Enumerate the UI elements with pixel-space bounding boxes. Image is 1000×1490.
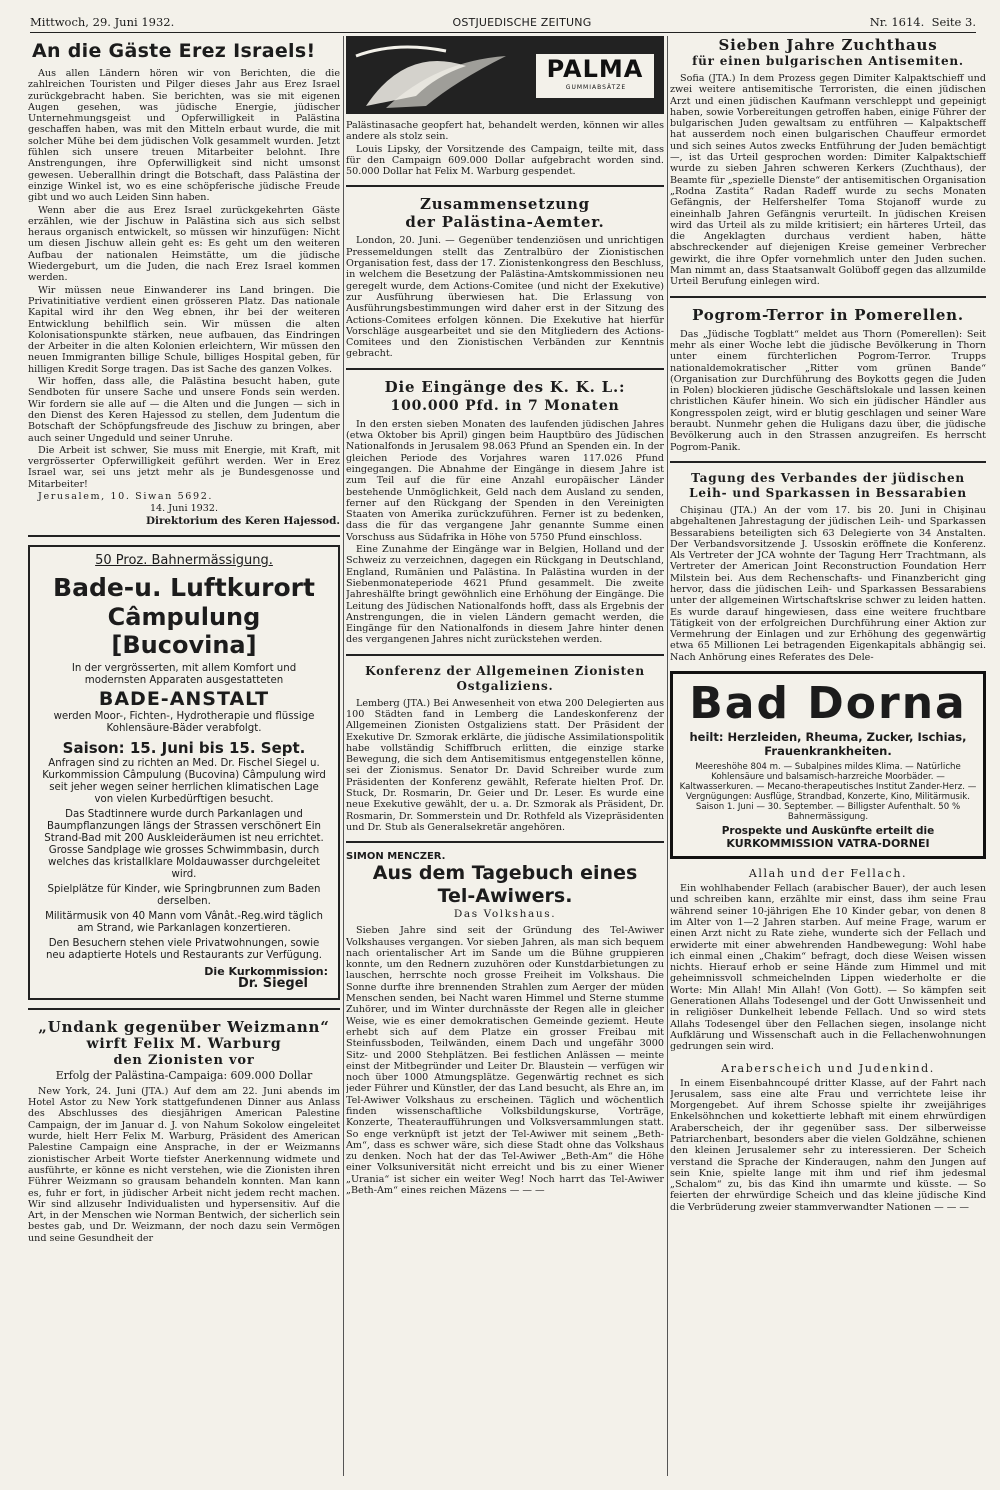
masthead-issue: Nr. 1614. Seite 3. — [869, 15, 976, 29]
masthead — [30, 8, 976, 33]
article-subtitle: 100.000 Pfd. in 7 Monaten — [390, 397, 620, 414]
article-paragraph: Lemberg (JTA.) Bei Anwesenheit von etwa 200 Delegierten aus 100 Städten fand in Lemberg die Landeskonferenz der Allgemeinen Zionisten Ostgaliziens statt. Der Präsident der Exekutive Dr. Szmorak erklärte, die jüdische Assimilationspolitik habe vollständig Schiffbruch erlitten, die einzige starke Bewegung, die sich dem Antisemitismus entgegenstellen könne, sei der Zionismus. Senator Dr. David Schreiber wurde zum Präsidenten der Konferenz gewählt, Referate hielten Prof. Dr. Stuck, Dr. Rosmarin, Dr. Geier und Dr. Leser. Es wurde eine neue Exekutive gewählt, der u. a. Dr. Szmorak als Präsident, Dr. Rosmarin, Dr. Sommerstein und Dr. Rothfeld als Vizepräsidenten und Dr. Stub als Generalsekretär angehören. — [346, 697, 664, 833]
ad-text: Prospekte und Auskünfte erteilt die — [721, 825, 935, 838]
article-title: Sieben Jahre Zuchthaus — [718, 36, 938, 54]
article-paragraph: London, 20. Juni. — Gegenüber tendenziösen und unrichtigen Pressemeldungen stellt das Zentralbüro der Zionistischen Organisation fest, dass der 17. Zionistenkongress den Beschluss, in welchem die Besetzung der Palästina-Amtskommissionen neu geregelt wurde, dem Actions-Comitee (und nicht der Exekutive) zur Ausführung überwiesen hat. Die Erlassung von Ausführungsbestimmungen wird daher erst in der Sitzung des Actions-Comitees erfolgen können. Die Exekutive hat hierfür Vorschläge ausgearbeitet und sie den Mitgliedern des Actions-Comitees und den Zionistischen Verbänden zur Kenntnis gebracht. — [346, 235, 664, 360]
ad-text: Spielplätze für Kinder, wie Springbrunnen zum Baden derselben. — [47, 883, 321, 907]
divider — [346, 185, 664, 187]
article-subtitle: Das Volkshaus. — [453, 908, 557, 921]
article-paragraph: Chişinau (JTA.) An der vom 17. bis 20. Juni in Chişinau abgehaltenen Jahrestagung der jüdischen Leih- und Sparkassen Bessarabiens beteiligten sich 63 Delegierte von 34 Anstalten. Der Verbandsvorsitzende J. Ussoskin eröffnete die Konferenz. Als Vertreter der JCA wohnte der Tagung Herr Trachtmann, als Vertreter der American Joint Reconstruction Foundation Herr Milstein bei. Aus dem Rechenschafts- und Finanzbericht ging hervor, dass die jüdischen Leih- und Sparkassen Bessarabiens unter der allgemeinen Wirtschaftskrise schwer zu leiden hatten. Es wurde darauf hingewiesen, dass eine weitere fruchtbare Tätigkeit von der erfolgreichen Durchführung einer Aktion zur Vermehrung der Einlagen und zur Erhöhung des gegenwärtig etwa 65 Millionen Lei betragenden Eigenkapitals abhängig sei. Nach Anhörung eines Referates des Dele- — [670, 504, 986, 663]
article-subtitle: wirft Felix M. Warburg — [86, 1035, 282, 1052]
column-rule — [667, 36, 668, 1476]
ad-signature: Dr. Siegel — [237, 975, 308, 991]
column-1 — [28, 36, 340, 1486]
article-subtitle: der Palästina-Aemter. — [405, 213, 605, 232]
ad-text: werden Moor-, Fichten-, Hydrotherapie und flüssige Kohlensäure-Bäder verabfolgt. — [53, 710, 315, 734]
article-paragraph: Das „Jüdische Togblatt“ meldet aus Thorn (Pomerellen): Seit mehr als einer Woche lebt die jüdische Bevölkerung in Thorn unter einem fürchterlichen Pogrom-Terror. Trupps nationaldemokratischer „Ritter vom grünen Bande“ (Organisation zur Durchführung des Boykotts gegen die Juden in Polen) blockieren jüdische Geschäftslokale und lassen keinen christlichen Käufer hinein. Wo sich ein jüdischer Händler aus Kongresspolen zeigt, wird er blutig geschlagen und seiner Ware beraubt. Nunmehr gehen die Huligans dazu über, die jüdische Bevölkerung auch in den Strassen anzugreifen. Es herrscht Pogrom-Panik. — [670, 328, 986, 453]
spacer — [670, 1054, 986, 1062]
divider — [346, 841, 664, 843]
ad-text: KURKOMMISSION VATRA-DORNEI — [726, 837, 930, 851]
article-title: Konferenz der Allgemeinen Zionisten — [365, 663, 645, 678]
ad-text: Meereshöhe 804 m. — Subalpines mildes Klima. — Natürliche Kohlensäure und balsamisch-harzreiche Moorbäder. — Kaltwasserkuren. — Mecano-therapeutisches Institut Zander-Herz. — Vergnügungen: Ausflüge, Strandbad, Konzerte, Kino, Militärmusik. — [679, 762, 977, 803]
ad-text: In der vergrösserten, mit allem Komfort und modernsten Apparaten ausgestatteten — [71, 662, 297, 686]
dateline: 14. Juni 1932. — [149, 503, 219, 515]
article-paragraph: Die Arbeit ist schwer, Sie muss mit Energie, mit Kraft, mit vergrösserter Opferwilligkeit geführt werden. Wer in Erez Israel war, sei uns jetzt mehr als je Bundesgenosse und Mitarbeiter! — [28, 444, 340, 490]
divider — [346, 654, 664, 656]
ad-resort-place: Câmpulung [Bucovina] — [107, 602, 261, 659]
article-title: Araberscheich und Judenkind. — [721, 1061, 935, 1075]
ad-resort-name: Bade-u. Luftkurort — [53, 572, 315, 602]
article-paragraph: Louis Lipsky, der Vorsitzende des Campaign, teilte mit, dass für den Campaign 609.000 Dollar aufgebracht worden sind. 50.000 Dollar hat Felix M. Warburg gespendet. — [346, 143, 664, 178]
ad-text: heilt: Herzleiden, Rheuma, Zucker, Ischias, — [689, 730, 967, 745]
article-title: „Undank gegenüber Weizmann“ — [38, 1017, 330, 1036]
article-paragraph: In einem Eisenbahncoupé dritter Klasse, auf der Fahrt nach Jerusalem, sass eine alte Frau und verrichtete leise ihr Morgengebet. Auf ihrem Schosse spielte ihr zweijähriges Enkelsöhnchen und kokettierte lebhaft mit einem ehrwürdigen Araberscheich, der ihr gegenüber sass. Der silberweisse Patriarchenbart, besonders aber die vielen Goldzähne, schienen den kleinen Jerusalemer sehr zu interessieren. Der Scheich verstand die Sprache der Kinderaugen, nahm den Jungen auf sein Knie, spielte lange mit ihm und rief ihm jedesmal „Schalom“ zu, bis das Kind ihn umarmte und küsste. — So feierten der ehrwürdige Scheich und das kleine jüdische Kind die Verbrüderung zweier stammverwandter Nationen — — — — [670, 1077, 986, 1213]
ad-signature-label: Die Kurkommission: — [204, 964, 328, 978]
article-paragraph: Aus allen Ländern hören wir von Berichten, die die zahlreichen Touristen und Pilger dieses Jahr aus Erez Israel zurückgebracht haben. Sie berichten, was sie mit eigenen Augen gesehen, was jüdische Energie, jüdischer Unternehmungsgeist und Opferwilligkeit in Palästina geschaffen haben, was mit den Mitteln erbaut wurde, die mit solcher Mühe bei dem jüdischen Volk gesammelt wurden. Jetzt fühlen sich unsere treuen Mitarbeiter belohnt. Ihre Anstrengungen, ihre Opferwilligkeit sind nicht umsonst gewesen. Ueberallhin dringt die Botschaft, dass Palästina der einzige Winkel ist, wo es eine schöpferische jüdische Freude gibt und wo auch Leiden Sinn haben. — [28, 68, 340, 204]
article-paragraph: Sofia (JTA.) In dem Prozess gegen Dimiter Kalpaktschieff und zwei weitere antisemitische Terroristen, die einen jüdischen Arzt und einen jüdischen Kaufmann verschleppt und gepeinigt haben, sowie Vorbereitungen getroffen haben, einige Führer der bulgarischen Juden gewaltsam zu entführen — Kalpaktscheff hat ausserdem noch einen bulgarischen Chauffeur ermordet und sich seines Autos zwecks Entführung der Juden bemächtigt —, ist das Urteil gesprochen worden: Dimiter Kalpaktschieff wurde zu sieben Jahren schweren Kerkers (Zuchthaus), der Beamte für „spezielle Dienste“ der antisemitischen Organisation „Rodna Zastita“ Radan Radeff wurde zu sechs Monaten Gefängnis, der Helfershelfer Toma Stojanoff wurde zu eineinhalb Jahren Gefängnis verurteilt. In jüdischen Kreisen wird das Urteil als zu milde kritisiert; ein härteres Urteil, das die Angeklagten durchaus verdient haben, hätte abschreckender auf diejenigen Kreise gemeiner Verbrecher gewirkt, die ihre Opfer vornehmlich unter den Juden suchen. Man nimmt an, dass Staatsanwalt Golüboff gegen das allzumilde Urteil Berufung einlegen wird. — [670, 73, 986, 288]
article-paragraph: Eine Zunahme der Eingänge war in Belgien, Holland und der Schweiz zu verzeichnen, dagegen ein Rückgang in Deutschland, England, Rumänien und Palästina. In Palästina wurden in der Siebenmonateperiode 4621 Pfund gesammelt. Die zweite Jahreshälfte bringt gewöhnlich eine Erhöhung der Eingänge. Die Leitung des Jüdischen Nationalfonds hofft, dass als Ergebnis der Anstrengungen, die in vielen Ländern gemacht werden, die Eingänge für den Nationalfonds in diesem Jahre hinter denen des vergangenen Jahres nicht zurückstehen werden. — [346, 544, 664, 646]
column-2 — [346, 36, 664, 1486]
article-title: Allah und der Fellach. — [748, 867, 908, 881]
article-subtitle: Ostgaliziens. — [456, 678, 554, 693]
author-line: SIMON MENCZER. — [346, 851, 446, 863]
palma-subtitle: GUMMIABSÄTZE — [565, 84, 627, 91]
article-subtitle: den Zionisten vor — [113, 1052, 255, 1068]
divider — [28, 1008, 340, 1010]
ad-text: Frauenkrankheiten. — [764, 744, 892, 759]
ad-text: Militärmusik von 40 Mann vom Vânât.-Reg.wird täglich am Strand, wie Parkanlagen konzertieren. — [45, 910, 323, 934]
divider — [28, 535, 340, 537]
masthead-date: Mittwoch, 29. Juni 1932. — [30, 15, 175, 29]
masthead-paper-name: OSTJUEDISCHE ZEITUNG — [452, 16, 592, 29]
ad-season: Saison: 15. Juni bis 15. Sept. — [62, 738, 306, 757]
article-title: Tel-Awiwers. — [437, 885, 573, 908]
article-subtitle: Erfolg der Palästina-Campaiga: 609.000 Dollar — [55, 1068, 313, 1082]
ad-discount: 50 Proz. Bahnermässigung. — [95, 552, 273, 568]
column-3 — [670, 36, 986, 1486]
divider — [670, 296, 986, 298]
campulung-advertisement — [28, 545, 340, 1000]
article-paragraph: New York, 24. Juni (JTA.) Auf dem am 22. Juni abends im Hotel Astor zu New York stattgefundenen Dinner aus Anlass des Abschlusses des diesjährigen American Palestine Campaign, der im Januar d. J. von Nahum Sokolow eingeleitet wurde, hielt Herr Felix M. Warburg, Präsident des American Palestine Campaign eine Ansprache, in der er Weizmanns zionistischer Arbeit Worte tiefster Anerkennung widmete und ausführte, er könne es nicht verstehen, wie die Zionisten ihren Führer Weizmann so grausam behandeln konnten. Man kann es, fuhr er fort, in jüdischer Arbeit nicht jedem recht machen. Wir sind allzusehr Individualisten und hypersensitiv. Auf die Art, in der Menschen wie Norman Bentwich, der sicherlich sein bestes gab, und Dr. Weizmann, der noch dazu sein Vermögen und seine Gesundheit der — [28, 1085, 340, 1244]
ad-resort-name: Bad Dorna — [689, 678, 967, 730]
article-paragraph: Palästinasache geopfert hat, behandelt werden, können wir alles andere als stolz sein. — [346, 120, 664, 143]
article-paragraph: Ein wohlhabender Fellach (arabischer Bauer), der auch lesen und schreiben kann, erzählte mir einst, dass ihm seine Frau während seiner 10-jährigen Ehe 10 Kinder gebar, von denen 8 im Alter von 1—2 Jahren starben. Auf meine Frage, warum er einen Arzt nicht zu Rate ziehe, wunderte sich der Fellach und erwiderte mit einer abwehrenden Handbewegung: Wohl habe ich einmal einen „Chakim“ befragt, doch diese Weisen wissen nichts. Hierauf erhob er seine Hände zum Himmel und mit geheimnissvoll schmeichelnden Lippen wiederholte er die Worte: Min Allah! Min Allah! (Von Gott). — So kämpfen seit Generationen Allahs Todesengel und der Gott Unwissenheit und in religiöser Dunkelheit lebende Fellach. Und so wird stets Allahs Todesengel über den Fellachen siegen, insolange nicht Aufklärung und Wissenschaft auch in die Fellachenwohnungen gedrungen sein wird. — [670, 883, 986, 1053]
bad-dorna-advertisement — [670, 671, 986, 859]
ad-text: Das Stadtinnere wurde durch Parkanlagen und Baumpflanzungen längs der Strassen verschönert Ein Strand-Bad mit 200 Auskleideräumen ist neu errichtet. Grosse Sandplage wie grosses Schwimmbasin, durch welches das kristallklare Moldauwasser durchgeleitet wird. — [44, 808, 324, 880]
article-title: Pogrom-Terror in Pomerellen. — [692, 305, 964, 324]
palma-logo: PALMA — [536, 54, 654, 98]
palma-advertisement — [346, 36, 664, 114]
article-paragraph: In den ersten sieben Monaten des laufenden jüdischen Jahres (etwa Oktober bis April) gingen beim Hauptbüro des Jüdischen Nationalfonds in Jerusalem 98.063 Pfund an Spenden ein. In der gleichen Periode des Vorjahres waren 117.026 Pfund eingegangen. Die Abnahme der Eingänge in diesem Jahre ist zum Teil auf die für eine Anzahl europäischer Länder bestehende Unmöglichkeit, Geld nach dem Ausland zu senden, ferner auf den Rückgang der Spenden in den Vereinigten Staaten von Amerika zurückzuführen. Ferner ist zu bedenken, dass die für das vergangene Jahr genannte Summe einen Vorschuss aus Südafrika in Höhe von 5750 Pfund einschloss. — [346, 418, 664, 543]
ad-heading: BADE-ANSTALT — [98, 687, 270, 710]
article-paragraph: Wir müssen neue Einwanderer ins Land bringen. Die Privatinitiative verdient einen grösseren Platz. Das nationale Kapital wird ihr den Weg ebnen, ihr bei der weiteren Entwicklung behilflich sein. Wir müssen die alten Kolonisationspunkte stärken, neue aufbauen, das Eindringen der Arbeiter in die alten Kolonien erleichtern, Wir müssen den neuen Immigranten billige Schule, billiges Hospital geben, für hilligen Kredit Sorge tragen. Das ist Sache des ganzen Volkes. — [28, 284, 340, 375]
article-title: Tagung des Verbandes der jüdischen — [691, 470, 965, 485]
signature: Direktorium des Keren Hajessod. — [145, 514, 340, 527]
article-paragraph: Wir hoffen, dass alle, die Palästina besucht haben, gute Sendboten für unsere Sache und unsere Fonds sein werden. Wir fordern sie alle auf — die Alten und die Jungen — sich in den Dienst des Keren Hajessod zu stellen, dem Judentum die Botschaft der Schöpfungsfreude des Jischuw zu bringen, aber auch seiner Ungeduld und seiner Unruhe. — [28, 376, 340, 444]
divider — [670, 461, 986, 463]
article-subtitle: Leih- und Sparkassen in Bessarabien — [689, 485, 967, 500]
column-rule — [343, 36, 344, 1476]
article-subtitle: für einen bulgarischen Antisemiten. — [692, 54, 964, 68]
article-title: Die Eingänge des K. K. L.: — [384, 377, 626, 396]
article-paragraph: Wenn aber die aus Erez Israel zurückgekehrten Gäste erzählen, wie der Jischuw in Palästina sich aus sich selbst heraus organisch entwickelt, so müssen wir hinzufügen: Nicht um diesen Jischuw allein geht es: Es geht um den weiteren Aufbau der nationalen Heimstätte, um die jüdische Wiedergeburt, um die Juden, die nach Erez Israel kommen werden. — [28, 204, 340, 284]
ad-text: Anfragen sind zu richten an Med. Dr. Fischel Siegel u. Kurkommission Câmpulung (Bucovina) Câmpulung wird seit jeher wegen seiner herrlichen klimatischen Lage von vielen Kurbedürftigen besucht. — [42, 757, 326, 805]
article-title: An die Gäste Erez Israels! — [32, 40, 316, 62]
dateline: Jerusalem, 10. Siwan 5692. — [38, 490, 214, 502]
divider — [346, 368, 664, 370]
article-paragraph: Sieben Jahre sind seit der Gründung des Tel-Awiwer Volkshauses vergangen. Vor sieben Jahren, als man sich bequem nach orientalischer Art im Sande um die Bühne gruppieren konnte, um den Rednern zuzuhören oder Kunstdarbietungen zu lauschen, herrschte noch grosse Freiheit im Volkshaus. Die Sonne durfte ihre brennenden Strahlen zum Aerger der müden Menschen senden, bei Nacht waren Himmel und Sterne stumme Zuhörer, und im Winter durchnässte der Regen alle in gleicher Weise, wie es einer demokratischen Gemeinde geziemt. Heute erhebt sich auf dem Platze ein grosser Freibau mit Steinfussboden, Teilwänden, einem Dach und ungefähr 3000 Sitz- und 2000 Stehplätzen. Bei festlichen Anlässen — meinte einst der Mitbegründer und Leiter Dr. Blaustein — verfügen wir noch über 1000 Atmungsplätze. Gegenwärtig rechnet es sich jeder Führer und Künstler, der das Land besucht, als Ehre an, im Tel-Awiwer Volkshaus zu erscheinen. Täglich und wöchentlich finden wissenschaftliche Volksbildungskurse, Vorträge, Konzerte, Theateraufführungen und Volksversammlungen statt. So enge verknüpft ist jetzt der Tel-Awiwer mit seinem „Beth-Am“, dass es schwer wäre, sich diese Stadt ohne das Volkshaus zu denken. Noch hat der das Tel-Awiwer „Beth-Am“ die Höhe einer Volksuniversität nicht erreicht und bis zu einer Wiener „Urania“ ist sicher ein weiter Weg! Noch harrt das Tel-Awiwer „Beth-Am“ eines reichen Mäzens — — — — [346, 925, 664, 1197]
article-title: Aus dem Tagebuch eines — [372, 862, 638, 885]
article-title: Zusammensetzung — [420, 195, 590, 214]
ad-text: Den Besuchern stehen viele Privatwohnungen, sowie neu adaptierte Hotels und Restaurants zur Verfügung. — [45, 937, 323, 961]
ad-text: Saison 1. Juni — 30. September. — Billigster Aufenthalt. 50 % Bahnermässigung. — [695, 802, 961, 823]
